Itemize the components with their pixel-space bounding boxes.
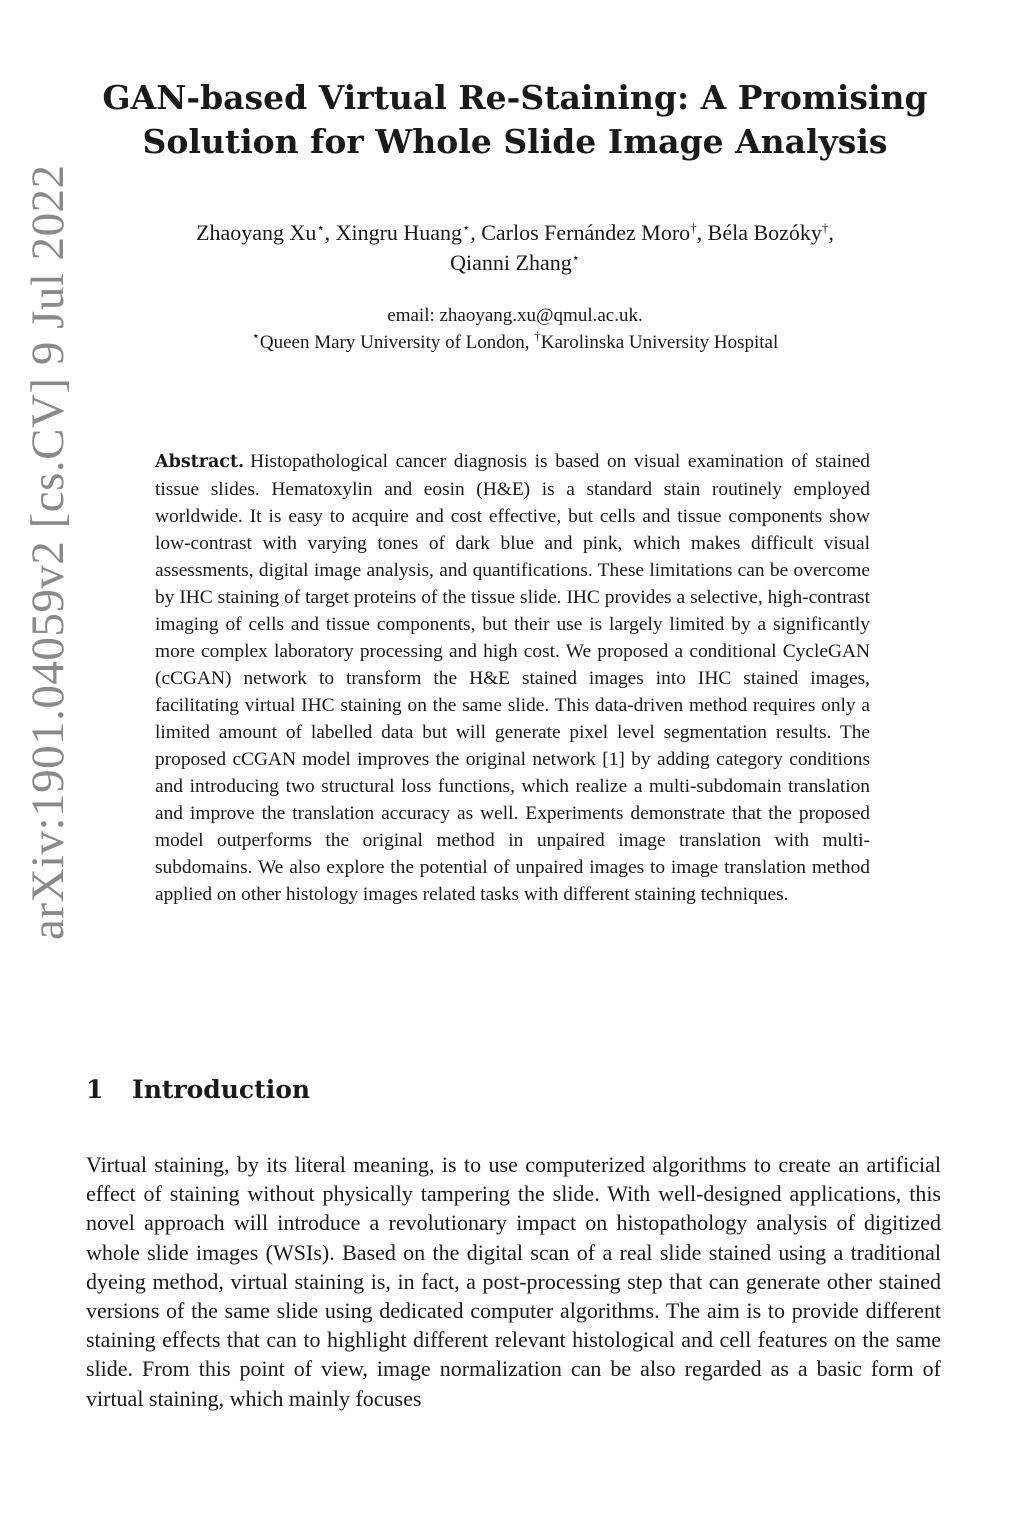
author-line-1 bbox=[100, 218, 930, 248]
abstract-label: Abstract. bbox=[155, 452, 245, 472]
author-list bbox=[100, 218, 930, 278]
author: Zhaoyang Xu⋆ , bbox=[196, 220, 336, 245]
email-line: email: zhaoyang.xu@qmul.ac.uk. bbox=[387, 305, 643, 326]
author: Qianni Zhang⋆ bbox=[450, 250, 580, 275]
introduction-body: Virtual staining, by its literal meaning, is to use computerized algorithms to create an artificial effect of staining without physically tampering the slide. With well-designed applications, this novel approach will introduce a revolutionary impact on histopathology analysis of digitized whole slide images (WSIs). Based on the digital scan of a real slide stained using a traditional dyeing method, virtual staining is, in fact, a post-processing step that can generate other stained versions of the same slide using dedicated computer algorithms. The aim is to provide different staining effects that can to highlight different relevant histological and cell features on the same slide. From this point of view, image normalization can be also regarded as a basic form of virtual staining, which mainly focuses bbox=[86, 1152, 941, 1411]
affiliation-2: Karolinska University Hospital bbox=[540, 332, 779, 353]
title-line-2: Solution for Whole Slide Image Analysis bbox=[142, 122, 888, 161]
affiliation-mark: ⋆ bbox=[251, 328, 260, 343]
abstract bbox=[155, 448, 870, 908]
contact-block bbox=[100, 302, 930, 356]
section-heading bbox=[86, 1072, 310, 1108]
author: Carlos Fernández Moro† , bbox=[481, 220, 707, 245]
affiliation-1: Queen Mary University of London, bbox=[259, 332, 530, 353]
arxiv-identifier-stamp: arXiv:1901.04059v2 [cs.CV] 9 Jul 2022 bbox=[22, 164, 74, 940]
affiliations-line bbox=[100, 329, 930, 356]
author-line-2 bbox=[100, 248, 930, 278]
section-number: 1 bbox=[86, 1075, 104, 1104]
affiliation-mark: † bbox=[534, 328, 541, 343]
paper-title bbox=[80, 76, 950, 164]
author: Xingru Huang⋆ , bbox=[336, 220, 482, 245]
abstract-text: Histopathological cancer diagnosis is based on visual examination of stained tissue slides. Hematoxylin and eosin (H&E) is a standard stain routinely employed worldwide. It is easy to acquire and cost effective, but cells and tissue components show low-contrast with varying tones of dark blue and pink, which makes difficult visual assessments, digital image analysis, and quantifications. These limitations can be overcome by IHC staining of target proteins of the tissue slide. IHC provides a selective, high-contrast imaging of cells and tissue components, but their use is largely limited by a significantly more complex laboratory processing and high cost. We proposed a conditional CycleGAN (cCGAN) network to transform the H&E stained images into IHC stained images, facilitating virtual IHC staining on the same slide. This data-driven method requires only a limited amount of labelled data but will generate pixel level segmentation results. The proposed cCGAN model improves the original network [1] by adding category conditions and introducing two structural loss functions, which realize a multi-subdomain translation and improve the translation accuracy as well. Experiments demonstrate that the proposed model outperforms the original method in unpaired image translation with multi-subdomains. We also explore the potential of unpaired images to image translation method applied on other histology images related tasks with different staining techniques. bbox=[155, 451, 870, 905]
title-line-1: GAN-based Virtual Re-Staining: A Promising bbox=[102, 78, 928, 117]
section-title: Introduction bbox=[132, 1075, 311, 1104]
author: Béla Bozóky† , bbox=[708, 220, 834, 245]
